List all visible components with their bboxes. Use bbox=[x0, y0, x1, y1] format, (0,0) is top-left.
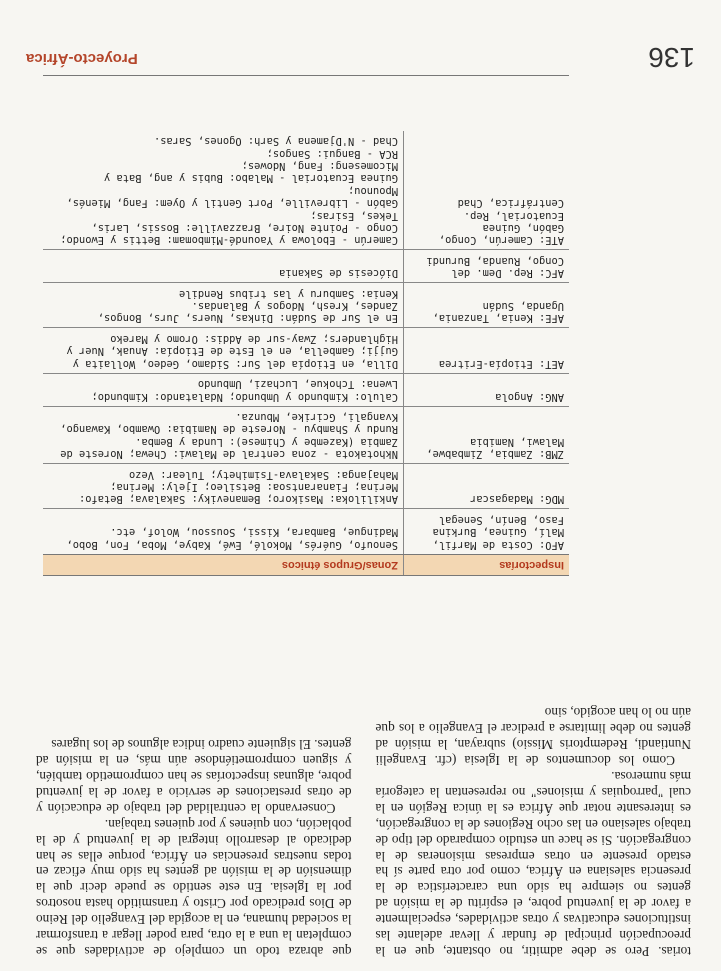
table-row bbox=[43, 406, 569, 464]
zonas-cell bbox=[43, 131, 404, 250]
zona-line: Ankililoka: Masikoro; Bemaneviky: Sakalava; Betafo: Merina; Fianarantsoa: Betsileo; Ijely: Merina; Mahajanga: Sakalava-Tsimihety; Tulear: Vezo bbox=[78, 468, 398, 506]
paragraph: Conservando la centralidad del trabajo de educación y de otras prestaciones de servicio a favor de la juventud pobre, algunas inspectorías se han comprometido también, y siguen comprometiéndose aún más, en la misión ad gentes. El siguiente cuadro indica algunos de los lugares bbox=[36, 737, 352, 816]
table-row bbox=[43, 250, 569, 283]
inspectoria-cell: ANG: Angola bbox=[404, 373, 570, 406]
zona-line: Dilla, en Etiopía del Sur: Sidamo, Gedeo, Wollaita y Gujji; Gambella, en el Este de Etiopía: Anuak, Nuer y Highlanders; Zway-sur de Addis: Oromo y Mareko bbox=[66, 332, 398, 370]
zonas-cell bbox=[43, 283, 404, 328]
zona-line: RCA - Bangui: Sangos; bbox=[266, 147, 398, 160]
paragraph: Como los documentos de la Iglesia (cfr. Evangelii Nuntiandi, Redemptoris Missio) subrayan, la misión ad gentes no debe limitarse a predicar el Evangelio a los que aún no lo han acogido, sino bbox=[375, 705, 691, 769]
column-header-inspectorias: Inspectorías bbox=[404, 554, 570, 575]
zonas-cell bbox=[43, 509, 404, 554]
table-row bbox=[43, 509, 569, 554]
paragraph: torias. Pero se debe admitir, no obstante, que en la preocupación principal de fundar y llevar adelante las instituciones educativas y otras actividades, especialmente a favor de la juventud pobre, el espíritu de la misión ad gentes no siempre ha sido una característica de la presencia salesiana en África, como por otra parte sí ha estado presente en otras empresas misioneras de la congregación. Si se hace un estudio comparado del tipo de trabajo salesiano en las ocho Regiones de la congregación, es interesante notar que África es la única Región en la cual "parroquias y misiones" no representan la categoría más numerosa. bbox=[375, 769, 691, 959]
inspectoria-cell: AFO: Costa de Marfil, Malí, Guinea, Burkina Faso, Benín, Senegal bbox=[404, 509, 570, 554]
inspectoria-cell: AET: Etiopía-Eritrea bbox=[404, 328, 570, 373]
zona-line: Kenia: Samburu y las tribus Rendile bbox=[179, 287, 398, 300]
missions-table bbox=[43, 75, 569, 576]
zona-line: Calulo: Kimbundo y Umbundo; Ndalatando: Kimbundo; bbox=[91, 390, 398, 403]
zona-line: Gabón - Libreville, Port Gentil y Oyem: Fang, Mienés, Mpounou; bbox=[66, 184, 398, 210]
running-title: Proyecto-África bbox=[26, 50, 138, 67]
zonas-cell bbox=[43, 464, 404, 509]
zona-line: Camerún - Ebolowa y Yaoundé-Mimbomam: Bettis y Ewondo; bbox=[60, 234, 398, 247]
zona-line: Congo - Pointe Noire, Brazzaville: Bossis, Laris, Tekes, Esiras; bbox=[91, 209, 398, 235]
inspectoria-cell: MDG: Madagascar bbox=[404, 464, 570, 509]
page-number: 136 bbox=[648, 42, 695, 73]
zona-line: Nkhotakota - zona central de Malawi: Chewa; Noreste de Zambia (Kazembe y Chimese): Lunda y Bemba. bbox=[60, 435, 398, 461]
inspectoria-cell: AFC: Rep. Dem. del Congo, Ruanda, Burundi bbox=[404, 250, 570, 283]
running-head bbox=[26, 43, 695, 73]
zonas-cell bbox=[43, 250, 404, 283]
zona-line: Diócesis de Sakania bbox=[279, 267, 398, 280]
text-column-right bbox=[36, 604, 352, 959]
table-header-row bbox=[43, 554, 569, 575]
zonas-cell bbox=[43, 328, 404, 373]
table-row bbox=[43, 464, 569, 509]
table-row bbox=[43, 283, 569, 328]
zona-line: Rundu y Shambyu - Noreste de Namibia: Owambo, Kawango, Kvangali, Gcirike, Mbunza. bbox=[60, 410, 398, 436]
inspectoria-cell: ATE: Camerún, Congo, Gabón, Guinea Ecuatorial, Rep. Centráfrica, Chad bbox=[404, 131, 570, 250]
table-row bbox=[43, 131, 569, 250]
zona-line: Guinea Ecuatorial - Malabo: Bubis y ang, Bata y Micomeseng: Fang, Ndowes; bbox=[103, 160, 398, 185]
zona-line: Senoufo, Guérés, Mokolé, Ewé, Kabye, Moba, Fon, Bobo, Madingue, Bambara, Kissi, Soussou, Wolof, etc. bbox=[66, 526, 398, 551]
text-column-left bbox=[376, 604, 692, 959]
zonas-cell bbox=[43, 406, 404, 464]
zona-line: Lwena: Tchokue, Luchazi, Umbundo bbox=[197, 378, 398, 391]
paragraph: que abraza todo un complejo de actividades que se completan la una a la otra, para poder llegar a transformar la sociedad humana, en la acogida del Evangelio del Reino de Dios predicado por Cristo y transmitido hasta nosotros por la Iglesia. En este sentido se puede decir que la dimensión de la misión ad gentes ha sido muy eficaz en todas nuestras presencias en África, porque ellas se han dedicado al desarrollo integral de la juventud y de la población, con quienes y por quienes trabajan. bbox=[36, 816, 352, 959]
zona-line: En el Sur de Sudán: Dinkas, Nuers, Jurs, Bongos, Zandes, Kresh, Ndogos y Balandas. bbox=[97, 300, 398, 325]
zonas-cell bbox=[43, 373, 404, 406]
zona-line: Chad - N'Djamena y Sarh: Ogones, Saras. bbox=[154, 135, 398, 148]
table-row bbox=[43, 328, 569, 373]
column-header-zonas: Zonas/Grupos étnicos bbox=[43, 554, 404, 575]
inspectoria-cell: ZMB: Zambia, Zimbabwe, Malawi, Namibia bbox=[404, 406, 570, 464]
body-text bbox=[36, 604, 691, 959]
table-row bbox=[43, 373, 569, 406]
inspectoria-cell: AFE: Kenia, Tanzania, Uganda, Sudán bbox=[404, 283, 570, 328]
